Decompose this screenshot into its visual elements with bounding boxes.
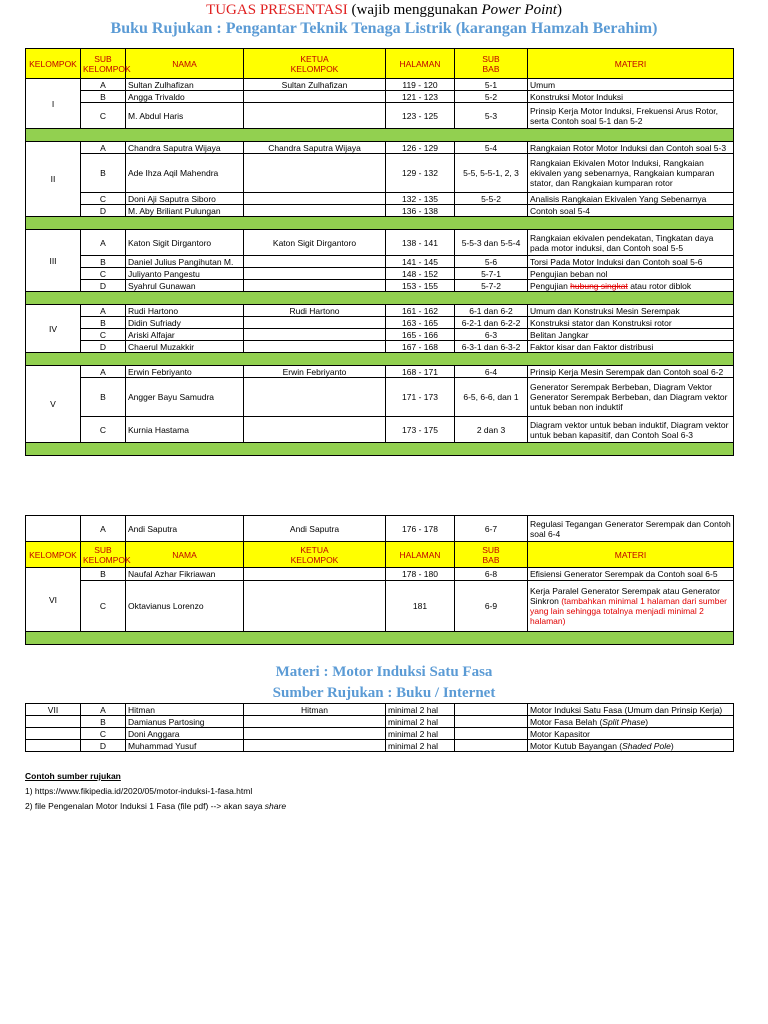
table-header: KELOMPOK SUB KELOMPOK NAMA KETUA KELOMPOK HALAMAN SUB BAB MATERI	[26, 542, 734, 568]
table-row: I A Sultan Zulhafizan Sultan Zulhafizan 119 - 120 5-1 Umum	[26, 79, 734, 91]
table-row: C Doni Anggara minimal 2 hal Motor Kapasitor	[26, 728, 734, 740]
group-label: I	[26, 79, 81, 129]
member-name: Rudi Hartono	[126, 305, 244, 317]
table-row: C Ariski Alfajar 165 - 166 6-3 Belitan Jangkar	[26, 329, 734, 341]
group-separator	[26, 632, 734, 645]
materi-cell: Umum dan Konstruksi Mesin Serempak	[528, 305, 734, 317]
materi-cell: Generator Serempak Berbeban, Diagram Vektor Generator Serempak Berbeban, dan Diagram vektor untuk beban non induktif	[528, 378, 734, 417]
materi-cell: Diagram vektor untuk beban induktif, Diagram vektor untuk beban kapasitif, dan Contoh Soal 6-3	[528, 417, 734, 443]
member-name: Muhammad Yusuf	[126, 740, 244, 752]
member-name: Syahrul Gunawan	[126, 280, 244, 292]
section-materi-title: Materi : Motor Induksi Satu Fasa	[275, 664, 493, 680]
table-row: C Doni Aji Saputra Siboro 132 - 135 5-5-2 Analisis Rangkaian Ekivalen Yang Sebenarnya	[26, 193, 734, 205]
group-separator	[26, 217, 734, 230]
group-label: V	[26, 366, 81, 443]
table-row: B Daniel Julius Pangihutan M. 141 - 145 5-6 Torsi Pada Motor Induksi dan Contoh soal 5-6	[26, 256, 734, 268]
group-separator	[26, 443, 734, 456]
group-leader: Katon Sigit Dirgantoro	[244, 230, 386, 256]
notes-link-1[interactable]: 1) https://www.fikipedia.id/2020/05/motor-induksi-1-fasa.html	[25, 786, 253, 796]
member-name: Sultan Zulhafizan	[126, 79, 244, 91]
materi-cell: Prinsip Kerja Motor Induksi, Frekuensi Arus Rotor, serta Contoh soal 5-1 dan 5-2	[528, 103, 734, 129]
table-row: C Juliyanto Pangestu 148 - 152 5-7-1 Pengujian beban nol	[26, 268, 734, 280]
member-name: M. Aby Briliant Pulungan	[126, 205, 244, 217]
group-label: VII	[26, 704, 81, 716]
document-title: TUGAS PRESENTASI (wajib menggunakan Power Point)	[206, 2, 562, 18]
notes-title: Contoh sumber rujukan	[25, 771, 121, 781]
table-row: B Damianus Partosing minimal 2 hal Motor Fasa Belah (Split Phase)	[26, 716, 734, 728]
group-leader: Chandra Saputra Wijaya	[244, 142, 386, 154]
table-row: V A Erwin Febriyanto Erwin Febriyanto 168 - 171 6-4 Prinsip Kerja Mesin Serempak dan Contoh soal 6-2	[26, 366, 734, 378]
table-row: D Syahrul Gunawan 153 - 155 5-7-2 Pengujian hubung singkat atau rotor diblok	[26, 280, 734, 292]
materi-cell: Torsi Pada Motor Induksi dan Contoh soal 5-6	[528, 256, 734, 268]
table-row: B Ade Ihza Aqil Mahendra 129 - 132 5-5, 5-5-1, 2, 3 Rangkaian Ekivalen Motor Induksi, Rangkaian ekivalen yang sebenarnya, Rangkaian kumparan stator, dan Rangkaian kumparan rotor	[26, 154, 734, 193]
materi-cell: Konstruksi stator dan Konstruksi rotor	[528, 317, 734, 329]
header-materi: MATERI	[528, 49, 734, 79]
header-sub-kelompok: SUB KELOMPOK	[81, 49, 126, 79]
table-row: VII A Hitman Hitman minimal 2 hal Motor Induksi Satu Fasa (Umum dan Prinsip Kerja)	[26, 704, 734, 716]
member-name: Ade Ihza Aqil Mahendra	[126, 154, 244, 193]
group-label: III	[26, 230, 81, 292]
reference-book-title: Buku Rujukan : Pengantar Teknik Tenaga Listrik (karangan Hamzah Berahim)	[110, 20, 658, 37]
member-name: Doni Anggara	[126, 728, 244, 740]
group-separator	[26, 129, 734, 142]
materi-cell: Rangkaian Rotor Motor Induksi dan Contoh soal 5-3	[528, 142, 734, 154]
member-name: Damianus Partosing	[126, 716, 244, 728]
group-label: VI	[26, 568, 81, 632]
group-leader: Rudi Hartono	[244, 305, 386, 317]
assignment-table-group-vii	[25, 703, 734, 752]
table-row: D Muhammad Yusuf minimal 2 hal Motor Kutub Bayangan (Shaded Pole)	[26, 740, 734, 752]
reference-notes	[25, 769, 286, 814]
member-name: Erwin Febriyanto	[126, 366, 244, 378]
table-row: B Didin Sufriady 163 - 165 6-2-1 dan 6-2-2 Konstruksi stator dan Konstruksi rotor	[26, 317, 734, 329]
header-sub-bab: SUB BAB	[455, 49, 528, 79]
table-row: C Kurnia Hastama 173 - 175 2 dan 3 Diagram vektor untuk beban induktif, Diagram vektor untuk beban kapasitif, dan Contoh Soal 6-3	[26, 417, 734, 443]
table-header	[26, 49, 734, 79]
member-name: Katon Sigit Dirgantoro	[126, 230, 244, 256]
member-name: M. Abdul Haris	[126, 103, 244, 129]
table-row: III A Katon Sigit Dirgantoro Katon Sigit Dirgantoro 138 - 141 5-5-3 dan 5-5-4 Rangkaian ekivalen pendekatan, Tingkatan daya pada motor induksi, dan Contoh soal 5-5	[26, 230, 734, 256]
table-row: IV A Rudi Hartono Rudi Hartono 161 - 162 6-1 dan 6-2 Umum dan Konstruksi Mesin Serempak	[26, 305, 734, 317]
group-label: II	[26, 142, 81, 217]
header-kelompok: KELOMPOK	[26, 49, 81, 79]
member-name: Angga Trivaldo	[126, 91, 244, 103]
section-sumber-title: Sumber Rujukan : Buku / Internet	[272, 685, 496, 701]
group-leader: Erwin Febriyanto	[244, 366, 386, 378]
member-name: Doni Aji Saputra Siboro	[126, 193, 244, 205]
table-row: B Angga Trivaldo 121 - 123 5-2 Konstruksi Motor Induksi	[26, 91, 734, 103]
group-label: IV	[26, 305, 81, 353]
assignment-table-main	[25, 48, 734, 456]
member-name: Chaerul Muzakkir	[126, 341, 244, 353]
table-row: D M. Aby Briliant Pulungan 136 - 138 Contoh soal 5-4	[26, 205, 734, 217]
group-leader: Sultan Zulhafizan	[244, 79, 386, 91]
table-row: C Oktavianus Lorenzo 181 6-9 Kerja Paralel Generator Serempak atau Generator Sinkron (tambahkan minimal 1 halaman dari sumber yang lain sehingga totalnya menjadi minimal 2 halaman)	[26, 581, 734, 632]
assignment-table-group-vi	[25, 515, 734, 645]
member-name: Hitman	[126, 704, 244, 716]
table-row: C M. Abdul Haris 123 - 125 5-3 Prinsip Kerja Motor Induksi, Frekuensi Arus Rotor, serta Contoh soal 5-1 dan 5-2	[26, 103, 734, 129]
group-separator	[26, 353, 734, 366]
materi-cell: Konstruksi Motor Induksi	[528, 91, 734, 103]
materi-cell: Rangkaian Ekivalen Motor Induksi, Rangkaian ekivalen yang sebenarnya, Rangkaian kumparan stator, dan Rangkaian kumparan rotor	[528, 154, 734, 193]
materi-cell: Belitan Jangkar	[528, 329, 734, 341]
materi-cell: Umum	[528, 79, 734, 91]
member-name: Didin Sufriady	[126, 317, 244, 329]
materi-cell: Prinsip Kerja Mesin Serempak dan Contoh soal 6-2	[528, 366, 734, 378]
header-ketua: KETUA KELOMPOK	[244, 49, 386, 79]
member-name: Kurnia Hastama	[126, 417, 244, 443]
header-nama: NAMA	[126, 49, 244, 79]
table-row: II A Chandra Saputra Wijaya Chandra Saputra Wijaya 126 - 129 5-4 Rangkaian Rotor Motor Induksi dan Contoh soal 5-3	[26, 142, 734, 154]
materi-cell: Faktor kisar dan Faktor distribusi	[528, 341, 734, 353]
member-name: Ariski Alfajar	[126, 329, 244, 341]
member-name: Juliyanto Pangestu	[126, 268, 244, 280]
materi-cell: Rangkaian ekivalen pendekatan, Tingkatan daya pada motor induksi, dan Contoh soal 5-5	[528, 230, 734, 256]
tugas-label: TUGAS PRESENTASI	[206, 2, 348, 18]
materi-cell: Analisis Rangkaian Ekivalen Yang Sebenarnya	[528, 193, 734, 205]
table-row: D Chaerul Muzakkir 167 - 168 6-3-1 dan 6-3-2 Faktor kisar dan Faktor distribusi	[26, 341, 734, 353]
materi-cell: Contoh soal 5-4	[528, 205, 734, 217]
group-separator	[26, 292, 734, 305]
group-leader: Hitman	[244, 704, 386, 716]
notes-line-2: 2) file Pengenalan Motor Induksi 1 Fasa (file pdf) --> akan saya share	[25, 801, 287, 811]
member-name: Angger Bayu Samudra	[126, 378, 244, 417]
header-halaman: HALAMAN	[386, 49, 455, 79]
table-row: VI B Naufal Azhar Fikriawan 178 - 180 6-8 Efisiensi Generator Serempak da Contoh soal 6-5	[26, 568, 734, 581]
member-name: Daniel Julius Pangihutan M.	[126, 256, 244, 268]
materi-cell: Pengujian beban nol	[528, 268, 734, 280]
table-row: B Angger Bayu Samudra 171 - 173 6-5, 6-6, dan 1 Generator Serempak Berbeban, Diagram Vektor Generator Serempak Berbeban, dan Diagram vektor untuk beban non induktif	[26, 378, 734, 417]
table-row: A Andi Saputra Andi Saputra 176 - 178 6-7 Regulasi Tegangan Generator Serempak dan Contoh soal 6-4	[26, 516, 734, 542]
member-name: Chandra Saputra Wijaya	[126, 142, 244, 154]
